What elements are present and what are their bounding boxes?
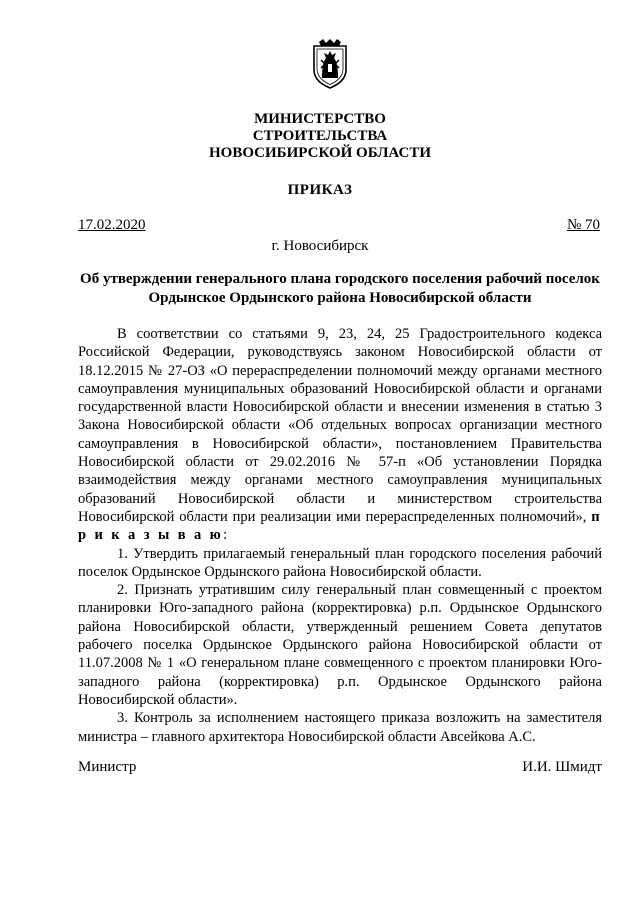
coat-of-arms-icon	[309, 38, 351, 90]
ministry-line-3: НОВОСИБИРСКОЙ ОБЛАСТИ	[208, 145, 432, 161]
order-date: 17.02.2020	[78, 217, 146, 233]
item-1: 1. Утвердить прилагаемый генеральный план городского поселения рабочий поселок Ордынское Ордынского района Новосибирской области.	[78, 545, 602, 580]
item-2: 2. Признать утратившим силу генеральный план совмещенный с проектом планировки Юго-западного района (корректировка) р.п. Ордынское Ордынского района Новосибирской области, утвержденный решением Совета депутатов рабочего поселка Ордынское Ордынского района Новосибирской области от 11.07.2008 № 1 «О генеральном плане совмещенного с проектом планировки Юго-западного района (корректировка) р.п. Ордынское Ордынского района Новосибирской области».	[78, 582, 602, 708]
order-keyword: п р и к а з ы в а ю	[78, 508, 602, 544]
order-keyword-colon: :	[223, 527, 228, 544]
ministry-name	[0, 111, 640, 162]
order-subject: Об утверждении генерального плана городского поселения рабочий поселок Ордынское Ордынского района Новосибирской области	[80, 271, 600, 306]
ministry-line-2: СТРОИТЕЛЬСТВА	[252, 128, 388, 144]
order-city: г. Новосибирск	[271, 238, 369, 254]
preamble-paragraph	[78, 325, 602, 545]
preamble-text: В соответствии со статьями 9, 23, 24, 25 Градостроительного кодекса Российской Федерации, руководствуясь законом Новосибирской области от 18.12.2015 № 27-ОЗ «О перераспределении полномочий между органами местного самоуправления муниципальных образований Новосибирской области и органами государственной власти Новосибирской области и внесении изменения в статью 3 Закона Новосибирской области «Об отдельных вопросах организации местного самоуправления в Новосибирской области», постановлением Правительства Новосибирской области от 29.02.2016 № 57-п «Об установлении Порядка взаимодействия между органами местного самоуправления муниципальных образований Новосибирской области и министерством строительства Новосибирской области при реализации ими перераспределенных полномочий»,	[78, 326, 602, 525]
item-3: 3. Контроль за исполнением настоящего приказа возложить на заместителя министра – главного архитектора Новосибирской области Авсейкова А.С.	[78, 710, 602, 745]
signatory-position: Министр	[78, 759, 137, 775]
order-number: № 70	[566, 217, 600, 233]
order-body	[78, 325, 602, 746]
document-type: ПРИКАЗ	[287, 182, 353, 198]
signatory-name: И.И. Шмидт	[522, 759, 602, 775]
ministry-line-1: МИНИСТЕРСТВО	[254, 111, 386, 127]
